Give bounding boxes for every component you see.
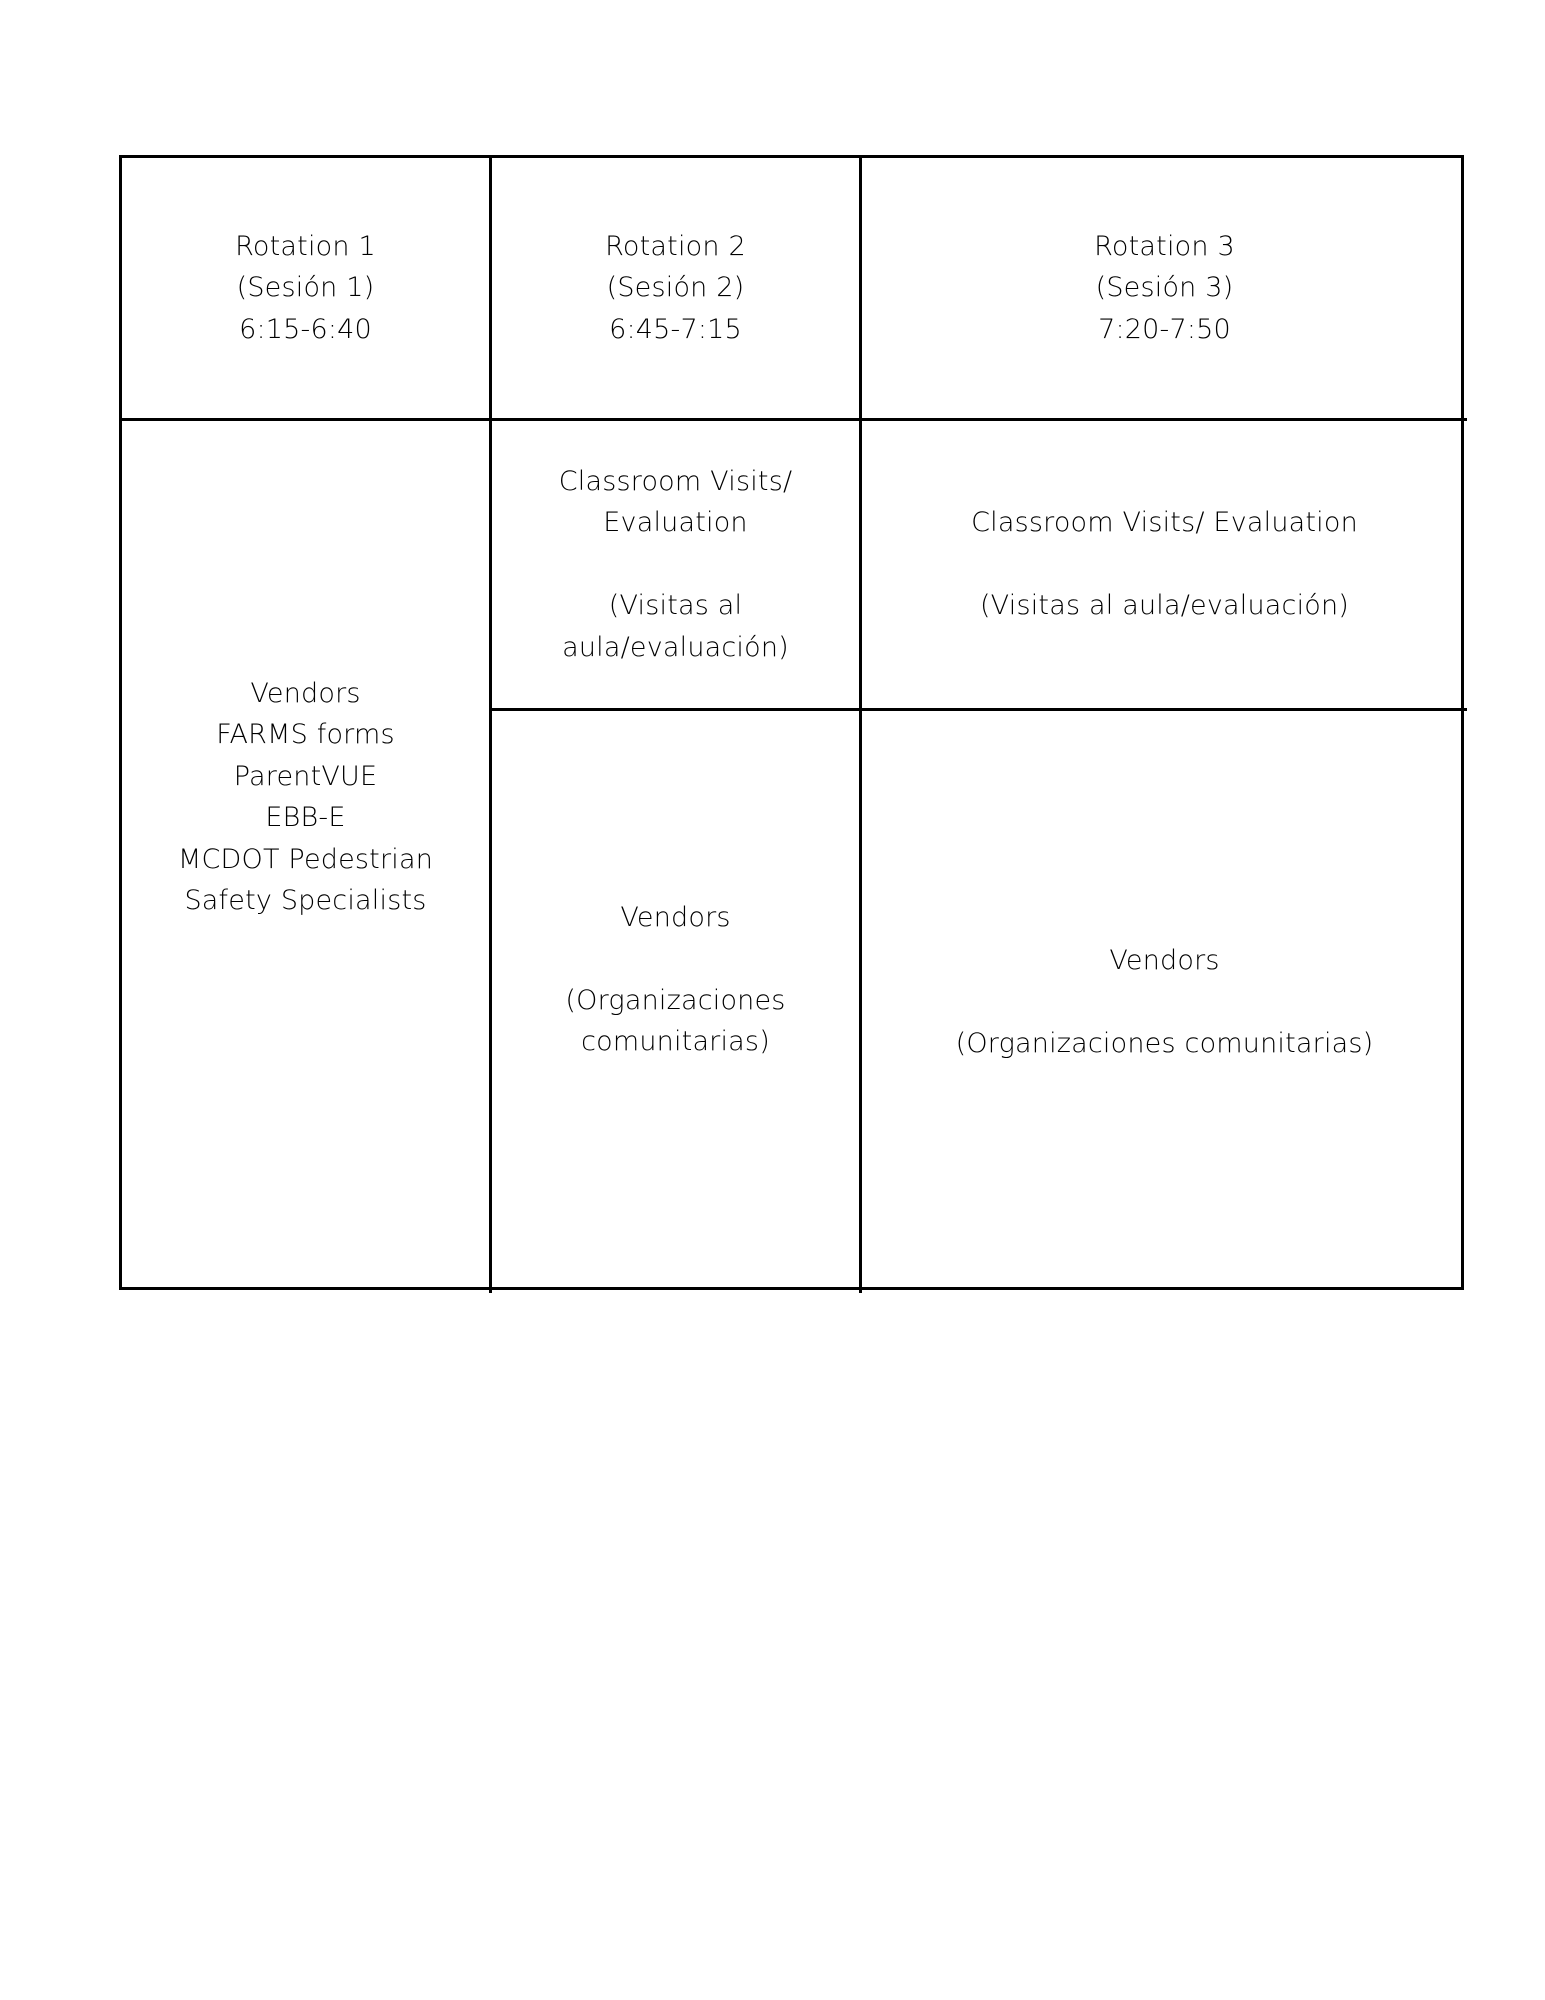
rotation-1-activities [122,421,492,1293]
rotation-2-time: 6:45-7:15 [609,313,742,345]
rotation-2-classroom-visits [492,421,862,711]
rotation-1-title: Rotation 1 [235,230,376,262]
header-rotation-1 [122,158,492,421]
classroom-visits-spanish: (Visitas al aula/evaluación) [979,590,1350,622]
header-rotation-3 [862,158,1467,421]
rotation-2-title: Rotation 2 [605,230,746,262]
rotation-2-session: (Sesión 2) [606,272,745,304]
rotation-1-session: (Sesión 1) [236,272,375,304]
vendors-spanish: comunitarias) [581,1026,770,1057]
vendors-label: Vendors [620,901,731,933]
rotation-3-time: 7:20-7:50 [1098,313,1231,345]
rotation-schedule-table [119,155,1464,1290]
rotation-3-classroom-visits [862,421,1467,711]
activity-item: Vendors [250,677,361,709]
activity-item: EBB-E [265,802,346,833]
classroom-visits-spanish: (Visitas al [608,590,743,622]
classroom-visits-label: Classroom Visits/ [558,465,793,497]
activity-item: FARMS forms [216,719,395,750]
classroom-visits-label: Evaluation [603,507,748,539]
classroom-visits-spanish: aula/evaluación) [562,631,789,663]
activity-item: Safety Specialists [184,885,427,916]
vendors-spanish: (Organizaciones [565,984,786,1016]
vendors-label: Vendors [1109,944,1220,976]
vendors-spanish: (Organizaciones comunitarias) [955,1027,1374,1059]
header-rotation-2 [492,158,862,421]
rotation-3-title: Rotation 3 [1094,230,1235,262]
rotation-3-vendors [862,711,1467,1293]
activity-item: ParentVUE [233,760,378,792]
classroom-visits-label: Classroom Visits/ Evaluation [971,507,1358,539]
rotation-3-session: (Sesión 3) [1095,272,1234,304]
rotation-2-vendors [492,711,862,1293]
activity-item: MCDOT Pedestrian [177,843,434,875]
rotation-1-time: 6:15-6:40 [239,313,372,345]
